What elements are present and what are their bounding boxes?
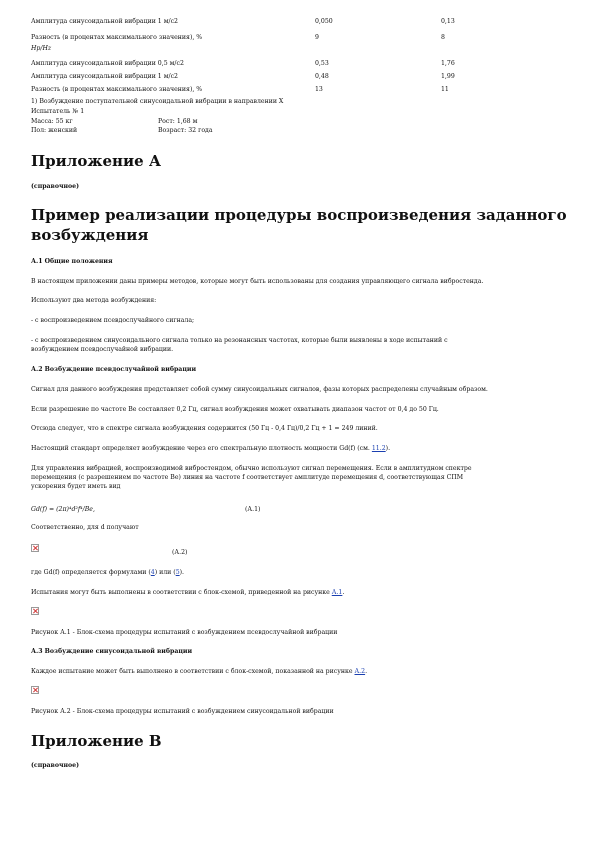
paragraph — [31, 668, 367, 676]
row-label: Разность (в процентах максимального значения), % — [31, 86, 203, 93]
row-value-2: 11 — [441, 86, 449, 93]
appendix-b-title: Приложение В — [31, 732, 162, 750]
table-row — [31, 34, 571, 44]
text: Испытания могут быть выполнены в соответствии с блок-схемой, приведенной на рисунке — [31, 589, 332, 596]
link-formula-4[interactable]: 4 — [150, 569, 155, 576]
text: ). — [385, 445, 391, 452]
broken-image-icon — [31, 686, 39, 694]
row-label: Амплитуда синусоидальной вибрации 1 м/с2 — [31, 18, 178, 25]
broken-image-icon — [31, 607, 39, 615]
appendix-a-title: Приложение А — [31, 152, 162, 170]
table-row — [31, 60, 571, 70]
tester-sex: Пол: женский — [31, 127, 78, 134]
paragraph: Если разрешение по частоте Bе составляет 0,2 Гц, сигнал возбуждения может охватывать диапазон частот от 0,4 до 50 Гц. — [31, 406, 439, 413]
tester-height: Рост: 1,68 м — [158, 118, 198, 125]
appendix-a-type: (справочное) — [31, 183, 80, 190]
paragraph: возбуждением псевдослучайной вибрации. — [31, 346, 174, 353]
text: Настоящий стандарт определяет возбуждение через его спектральную плотность мощности Gd(f) (см. — [31, 445, 372, 452]
link-formula-5[interactable]: 5 — [175, 569, 180, 576]
broken-image-icon — [31, 544, 39, 552]
row-value-2: 0,13 — [441, 18, 455, 25]
figure-a1-caption: Рисунок А.1 - Блок-схема процедуры испытаний с возбуждением псевдослучайной вибрации — [31, 629, 338, 636]
figure-a2-caption: Рисунок А.2 - Блок-схема процедуры испытаний с возбуждением синусоидальной вибрации — [31, 708, 334, 715]
link-figure-a1[interactable]: А.1 — [331, 589, 343, 596]
row-value-2: 1,76 — [441, 60, 455, 67]
row-value-1: 0,53 — [315, 60, 329, 67]
text: Каждое испытание может быть выполнено в соответствии с блок-схемой, показанной на рисунке — [31, 668, 355, 675]
appendix-a-heading: Пример реализации процедуры воспроизведения заданного возбуждения — [31, 206, 567, 244]
text: ) или ( — [154, 569, 176, 576]
row-label: Амплитуда синусоидальной вибрации 1 м/с2 — [31, 73, 178, 80]
table-row — [31, 73, 571, 83]
paragraph: Для управления вибрацией, воспроизводимой вибростендом, обычно используют сигнал перемещения. Если в амплитудном спектре — [31, 465, 472, 472]
paragraph — [31, 589, 344, 597]
formula-a1: Gd(f) = (2π)⁴d²f⁴/Bе, — [31, 506, 95, 513]
link-figure-a2[interactable]: А.2 — [354, 668, 366, 675]
formula-a1-number: (А.1) — [245, 506, 261, 513]
row-value-2: 1,99 — [441, 73, 455, 80]
section-a2-title: А.2 Возбуждение псевдослучайной вибрации — [31, 366, 197, 373]
paragraph — [31, 569, 184, 577]
text: ). — [179, 569, 185, 576]
paragraph: В настоящем приложении даны примеры методов, которые могут быть использованы для создания управляющего сигнала вибростенда. — [31, 278, 484, 285]
paragraph: - с воспроизведением синусоидального сигнала только на резонансных частотах, которые были выявлены в ходе испытаний с — [31, 337, 448, 344]
row-value-1: 0,48 — [315, 73, 329, 80]
row-value-1: 0,050 — [315, 18, 333, 25]
paragraph: Используют два метода возбуждения: — [31, 297, 157, 304]
text: где Gd(f) определяется формулами ( — [31, 569, 151, 576]
paragraph — [31, 445, 390, 453]
tester-label: Испытатель № 1 — [31, 108, 85, 115]
row-value-2: 8 — [441, 34, 445, 41]
section-a1-title: А.1 Общие положения — [31, 258, 113, 265]
text: . — [342, 589, 345, 596]
tester-age: Возраст: 32 года — [158, 127, 213, 134]
row-value-1: 9 — [315, 34, 319, 41]
paragraph: Сигнал для данного возбуждения представляет собой сумму синусоидальных сигналов, фазы которых распределены случайным образом. — [31, 386, 488, 393]
tester-mass: Масса: 55 кг — [31, 118, 73, 125]
table-row — [31, 18, 571, 28]
paragraph: Отсюда следует, что в спектре сигнала возбуждения содержится (50 Гц - 0,4 Гц)/0,2 Гц + 1 = 249 линий. — [31, 425, 378, 432]
paragraph: - с воспроизведением псевдослучайного сигнала; — [31, 317, 195, 324]
link-11-2[interactable]: 11.2 — [371, 445, 386, 452]
formula-a2-number: (А.2) — [172, 549, 188, 556]
table-row — [31, 86, 571, 96]
paragraph: перемещения (с разрешением по частоте Bе) линия на частоте f соответствует амплитуде перемещения d, соответствующая СПМ — [31, 474, 464, 481]
table-footnote: 1) Возбуждение поступательной синусоидальной вибрации в направлении X — [31, 98, 284, 105]
paragraph: Соответственно, для d получают — [31, 524, 139, 531]
table-row — [31, 45, 571, 55]
text: . — [365, 668, 368, 675]
section-a3-title: А.3 Возбуждение синусоидальной вибрации — [31, 648, 193, 655]
row-value-1: 13 — [315, 86, 323, 93]
appendix-b-type: (справочное) — [31, 762, 80, 769]
paragraph: ускорения будет иметь вид — [31, 483, 121, 490]
row-label: Нр/Нz — [31, 45, 52, 52]
row-label: Амплитуда синусоидальной вибрации 0,5 м/с2 — [31, 60, 184, 67]
row-label: Разность (в процентах максимального значения), % — [31, 34, 203, 41]
